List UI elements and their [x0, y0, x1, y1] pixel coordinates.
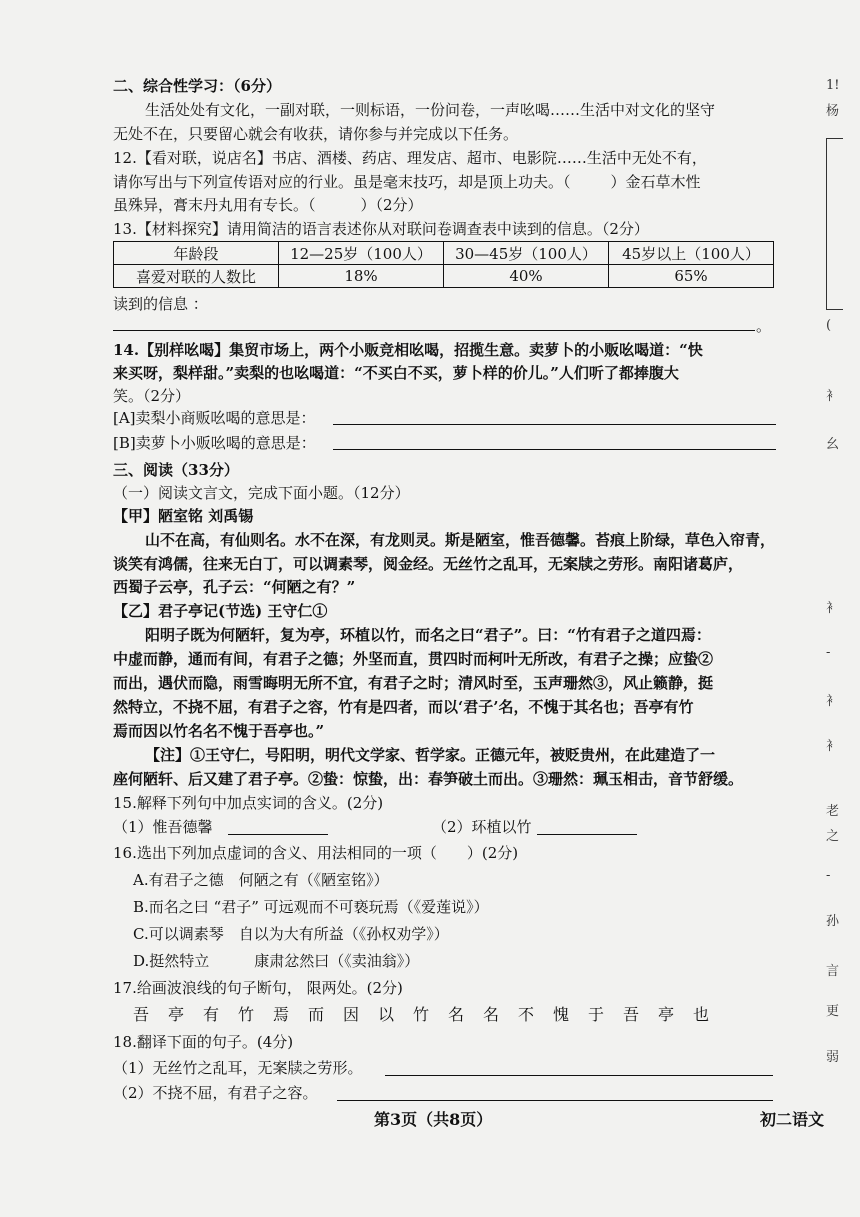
- q16-option-c[interactable]: C.可以调素琴 自以为大有所益（《孙权劝学》）: [133, 925, 449, 943]
- section-3-sub1: （一）阅读文言文，完成下面小题。（12分）: [113, 484, 410, 502]
- passage-yi-title: 【乙】君子亭记(节选) 王守仁①: [113, 602, 328, 620]
- q15-item1: （1）惟吾德馨: [113, 818, 213, 836]
- section-2-intro-line2: 无处不在，只要留心就会有收获，请你参与并完成以下任务。: [113, 125, 519, 143]
- subject-label: 初二语文: [760, 1110, 825, 1129]
- edge-glyph: 孙: [826, 914, 840, 929]
- table-header-cell: 45岁以上（100人）: [609, 242, 774, 265]
- table-header-row: [114, 242, 774, 265]
- q12-line1: 12.【看对联，说店名】书店、酒楼、药店、理发店、超市、电影院……生活中无处不有，: [113, 149, 707, 167]
- table-cell: 65%: [609, 265, 774, 288]
- page-number: 第3页（共8页）: [374, 1110, 493, 1129]
- passage-jia-line3: 西蜀子云亭，孔子云：“何陋之有？”: [113, 578, 356, 596]
- section-2-intro-line1: 生活处处有文化，一副对联，一则标语，一份问卷，一声吆喝……生活中对文化的坚守: [145, 101, 716, 119]
- edge-glyph: 衤: [826, 739, 840, 754]
- q16-question: 16.选出下列加点虚词的含义、用法相同的一项（ ）(2分): [113, 844, 519, 862]
- q15-item2: （2）环植以竹: [432, 818, 532, 836]
- q13-answer-line[interactable]: [113, 330, 755, 331]
- passage-yi-line1: 阳明子既为何陋轩，复为亭，环植以竹，而名之曰“君子”。曰：“竹有君子之道四焉：: [145, 626, 711, 644]
- section-3-heading: 三、阅读（33分）: [113, 461, 239, 479]
- q15-question: 15.解释下列句中加点实词的含义。(2分): [113, 794, 384, 812]
- edge-glyph: -: [826, 868, 831, 883]
- couplet-survey-table: [113, 241, 774, 288]
- edge-glyph: 衤: [826, 601, 840, 616]
- q17-question: 17.给画波浪线的句子断句， 限两处。(2分): [113, 979, 403, 997]
- note-line1: 【注】①王守仁，号阳明，明代文学家、哲学家。正德元年，被贬贵州，在此建造了一: [145, 746, 716, 764]
- note-line2: 座何陋轩、后又建了君子亭。②蛰：惊蛰，出：春笋破土而出。③珊然：珮玉相击，音节舒缓。: [113, 770, 744, 788]
- q16-option-b[interactable]: B.而名之曰 “君子” 可远观而不可亵玩焉（《爱莲说》）: [133, 898, 489, 916]
- q14-a-answer-line[interactable]: [333, 424, 776, 425]
- table-cell: 40%: [444, 265, 609, 288]
- q14-b-answer-line[interactable]: [333, 449, 776, 450]
- table-cell: 喜爱对联的人数比: [114, 265, 279, 288]
- passage-jia-line2: 谈笑有鸿儒，往来无白丁，可以调素琴，阅金经。无丝竹之乱耳，无案牍之劳形。南阳诸葛庐，: [113, 555, 744, 573]
- q14-line1: 14.【别样吆喝】集贸市场上，两个小贩竞相吆喝，招揽生意。卖萝卜的小贩吆喝道：“快: [113, 341, 703, 359]
- edge-glyph: -: [826, 645, 831, 660]
- q12-line2: 请你写出与下列宣传语对应的行业。虽是毫末技巧，却是顶上功夫。（ ）金石草木性: [113, 173, 701, 191]
- passage-yi-line3: 而出，遇伏而隐，雨雪晦明无所不宜，有君子之时；清风时至，玉声珊然③，风止籁静，挺: [113, 674, 714, 692]
- q13-period: 。: [756, 317, 772, 335]
- q18-item1: （1）无丝竹之乱耳，无案牍之劳形。: [113, 1059, 363, 1077]
- edge-bracket: [826, 138, 843, 310]
- edge-glyph: 言: [826, 964, 840, 979]
- section-2-heading: 二、综合性学习：（6分）: [113, 77, 281, 95]
- q12-line3: 虽殊异，膏末丹丸用有专长。（ ）（2分）: [113, 196, 423, 214]
- edge-glyph: 老: [826, 804, 840, 819]
- passage-jia-title: 【甲】陋室铭 刘禹锡: [113, 507, 254, 525]
- edge-glyph: 之: [826, 829, 840, 844]
- edge-glyph: 杨: [826, 104, 840, 119]
- passage-yi-line2: 中虚而静，通而有间，有君子之德；外坚而直，贯四时而柯叶无所改，有君子之操；应蛰②: [113, 650, 714, 668]
- edge-glyph: (: [826, 318, 832, 333]
- q18-question: 18.翻译下面的句子。(4分): [113, 1033, 294, 1051]
- table-header-cell: 30—45岁（100人）: [444, 242, 609, 265]
- q16-option-a[interactable]: A.有君子之德 何陋之有（《陋室铭》）: [133, 871, 389, 889]
- edge-glyph: 衤: [826, 694, 840, 709]
- q15-item1-answer-line[interactable]: [228, 834, 328, 835]
- passage-jia-line1: 山不在高，有仙则名。水不在深，有龙则灵。斯是陋室，惟吾德馨。苔痕上阶绿，草色入帘青，: [145, 531, 776, 549]
- table-cell: 18%: [279, 265, 444, 288]
- q15-item2-answer-line[interactable]: [537, 834, 637, 835]
- q14-line3: 笑。（2分）: [113, 387, 191, 405]
- edge-glyph: 衤: [826, 389, 840, 404]
- table-header-cell: 12—25岁（100人）: [279, 242, 444, 265]
- table-row: [114, 265, 774, 288]
- edge-glyph: 更: [826, 1004, 840, 1019]
- passage-yi-line4: 然特立，不挠不屈，有君子之容，竹有是四者，而以‘君子’名，不愧于其名也；吾亭有竹: [113, 698, 694, 716]
- q16-option-d[interactable]: D.挺然特立 康肃忿然曰（《卖油翁》）: [133, 952, 420, 970]
- q14-line2: 来买呀，梨样甜。”卖梨的也吆喝道：“不买白不买，萝卜样的价儿。”人们听了都捧腹大: [113, 364, 679, 382]
- q18-item1-answer-line[interactable]: [385, 1075, 773, 1076]
- q18-item2-answer-line[interactable]: [337, 1100, 773, 1101]
- q18-item2: （2）不挠不屈，有君子之容。: [113, 1084, 318, 1102]
- q14-a-label: [A]卖梨小商贩吆喝的意思是：: [113, 409, 316, 427]
- q13-read-label: 读到的信息 ：: [113, 295, 208, 313]
- q17-sentence[interactable]: 吾亭有竹焉而因以竹名名不愧于吾亭也: [133, 1005, 729, 1024]
- edge-glyph: 1!: [826, 78, 840, 93]
- q14-b-label: [B]卖萝卜小贩吆喝的意思是：: [113, 434, 316, 452]
- edge-glyph: 弱: [826, 1050, 840, 1065]
- passage-yi-line5: 焉而因以竹名名不愧于吾亭也。”: [113, 722, 325, 740]
- table-header-cell: 年龄段: [114, 242, 279, 265]
- q13-question: 13.【材料探究】请用简洁的语言表述你从对联问卷调查表中读到的信息。（2分）: [113, 220, 649, 238]
- edge-glyph: 幺: [826, 437, 840, 452]
